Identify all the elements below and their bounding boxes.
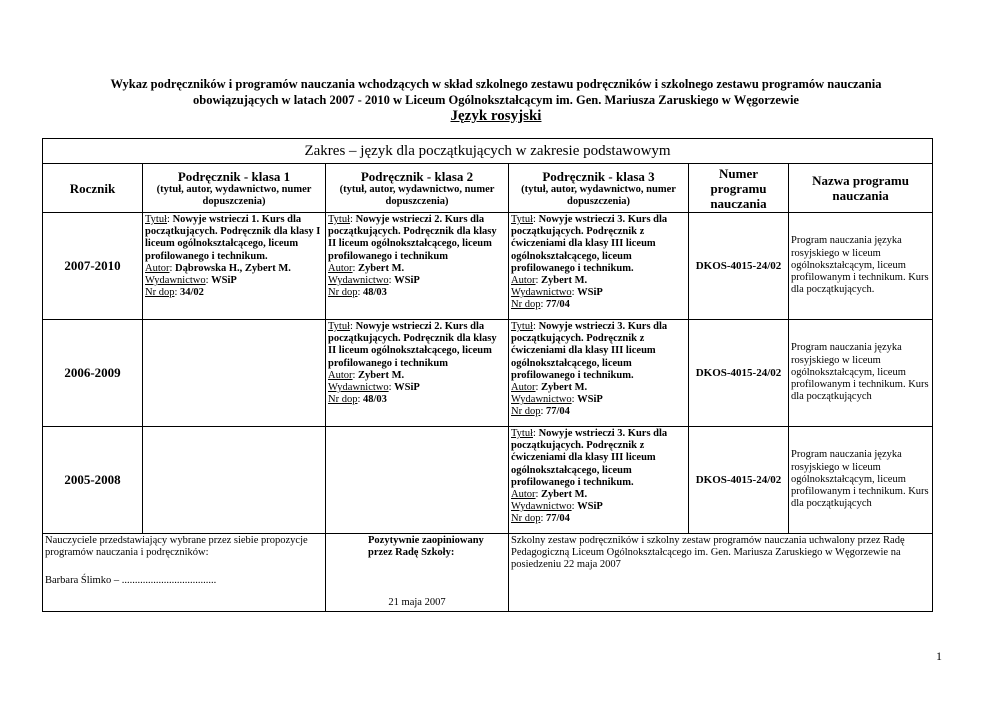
heading-line-2: obowiązujących w latach 2007 - 2010 w Liceum Ogólnokształcącym im. Gen. Mariusza Zaruskiego w Węgorzewie — [193, 93, 799, 107]
header-nazwa: Nazwa programu nauczania — [789, 164, 933, 213]
table-row — [43, 427, 933, 534]
book-cell-k3: Tytuł: Nowyje wstrieczi 3. Kurs dla początkujących. Podręcznik z ćwiczeniami dla klasy III liceum ogólnokształcącego, liceum profilowanego i technikum. Autor: Zybert M. Wydawnictwo: WSiP Nr dop: 77/04 — [509, 320, 689, 427]
header-klasa-3: Podręcznik - klasa 3 (tytuł, autor, wydawnictwo, numer dopuszczenia) — [509, 164, 689, 213]
header-rocznik: Rocznik — [43, 164, 143, 213]
book-cell-k3: Tytuł: Nowyje wstrieczi 3. Kurs dla początkujących. Podręcznik z ćwiczeniami dla klasy III liceum ogólnokształcącego, liceum profilowanego i technikum. Autor: Zybert M. Wydawnictwo: WSiP Nr dop: 77/04 — [509, 427, 689, 534]
approval-text: Pozytywnie zaopiniowany przez Radę Szkoły: — [368, 535, 484, 559]
header-numer: Numer programu nauczania — [689, 164, 789, 213]
empty-cell — [326, 427, 509, 534]
page-number: 1 — [936, 649, 942, 663]
subject-title: Język rosyjski — [450, 108, 542, 124]
rocznik-cell: 2005-2008 — [43, 427, 143, 534]
table-row — [43, 213, 933, 320]
column-headers — [43, 164, 933, 213]
program-number-cell: DKOS-4015-24/02 — [689, 427, 789, 534]
empty-cell — [143, 427, 326, 534]
footer-row — [43, 534, 933, 612]
rocznik-cell: 2007-2010 — [43, 213, 143, 320]
book-cell-k2: Tytuł: Nowyje wstrieczi 2. Kurs dla początkujących. Podręcznik dla klasy II liceum ogólnokształcącego, liceum profilowanego i technikum Autor: Zybert M. Wydawnictwo: WSiP Nr dop: 48/03 — [326, 320, 509, 427]
heading-line-1: Wykaz podręczników i programów nauczania wchodzących w skład szkolnego zestawu podręczników i szkolnego zestawu programów nauczania — [110, 77, 882, 91]
school-resolution-cell: Szkolny zestaw podręczników i szkolny zestaw programów nauczania uchwalony przez Radę Pedagogiczną Liceum Ogólnokształcącego im. Gen. Mariusza Zaruskiego w Węgorzewie na posiedzeniu 22 maja 2007 — [509, 534, 933, 612]
program-name-cell: Program nauczania języka rosyjskiego w liceum ogólnokształcącym, liceum profilowanym i technikum. Kurs dla początkujących — [789, 427, 933, 534]
book-cell-k3: Tytuł: Nowyje wstrieczi 3. Kurs dla początkujących. Podręcznik z ćwiczeniami dla klasy III liceum ogólnokształcącego, liceum profilowanego i technikum. Autor: Zybert M. Wydawnictwo: WSiP Nr dop: 77/04 — [509, 213, 689, 320]
rocznik-cell: 2006-2009 — [43, 320, 143, 427]
program-name-cell: Program nauczania języka rosyjskiego w liceum ogólnokształcącym, liceum profilowanym i technikum. Kurs dla początkujących. — [789, 213, 933, 320]
teachers-text: Nauczyciele przedstawiający wybrane przez siebie propozycje programów nauczania i podręczników: — [45, 535, 308, 559]
document-heading — [0, 76, 992, 108]
header-klasa-1: Podręcznik - klasa 1 (tytuł, autor, wydawnictwo, numer dopuszczenia) — [143, 164, 326, 213]
approval-cell — [326, 534, 509, 612]
table-row — [43, 320, 933, 427]
book-cell-k2: Tytuł: Nowyje wstrieczi 2. Kurs dla początkujących. Podręcznik dla klasy II liceum ogólnokształcącego, liceum profilowanego i technikum Autor: Zybert M. Wydawnictwo: WSiP Nr dop: 48/03 — [326, 213, 509, 320]
scope-header: Zakres – język dla początkujących w zakresie podstawowym — [43, 139, 933, 164]
program-name-cell: Program nauczania języka rosyjskiego w liceum ogólnokształcącym, liceum profilowanym i technikum. Kurs dla początkujących — [789, 320, 933, 427]
approval-date: 21 maja 2007 — [388, 596, 446, 608]
program-number-cell: DKOS-4015-24/02 — [689, 320, 789, 427]
empty-cell — [143, 320, 326, 427]
header-klasa-2: Podręcznik - klasa 2 (tytuł, autor, wydawnictwo, numer dopuszczenia) — [326, 164, 509, 213]
teachers-cell — [43, 534, 326, 612]
teacher-signature: Barbara Ślimko – .................................... — [45, 575, 217, 587]
book-cell-k1: Tytuł: Nowyje wstrieczi 1. Kurs dla początkujących. Podręcznik dla klasy I liceum ogólnokształcącego, liceum profilowanego i technikum. Autor: Dąbrowska H., Zybert M. Wydawnictwo: WSiP Nr dop: 34/02 — [143, 213, 326, 320]
textbook-table — [42, 138, 933, 612]
program-number-cell: DKOS-4015-24/02 — [689, 213, 789, 320]
